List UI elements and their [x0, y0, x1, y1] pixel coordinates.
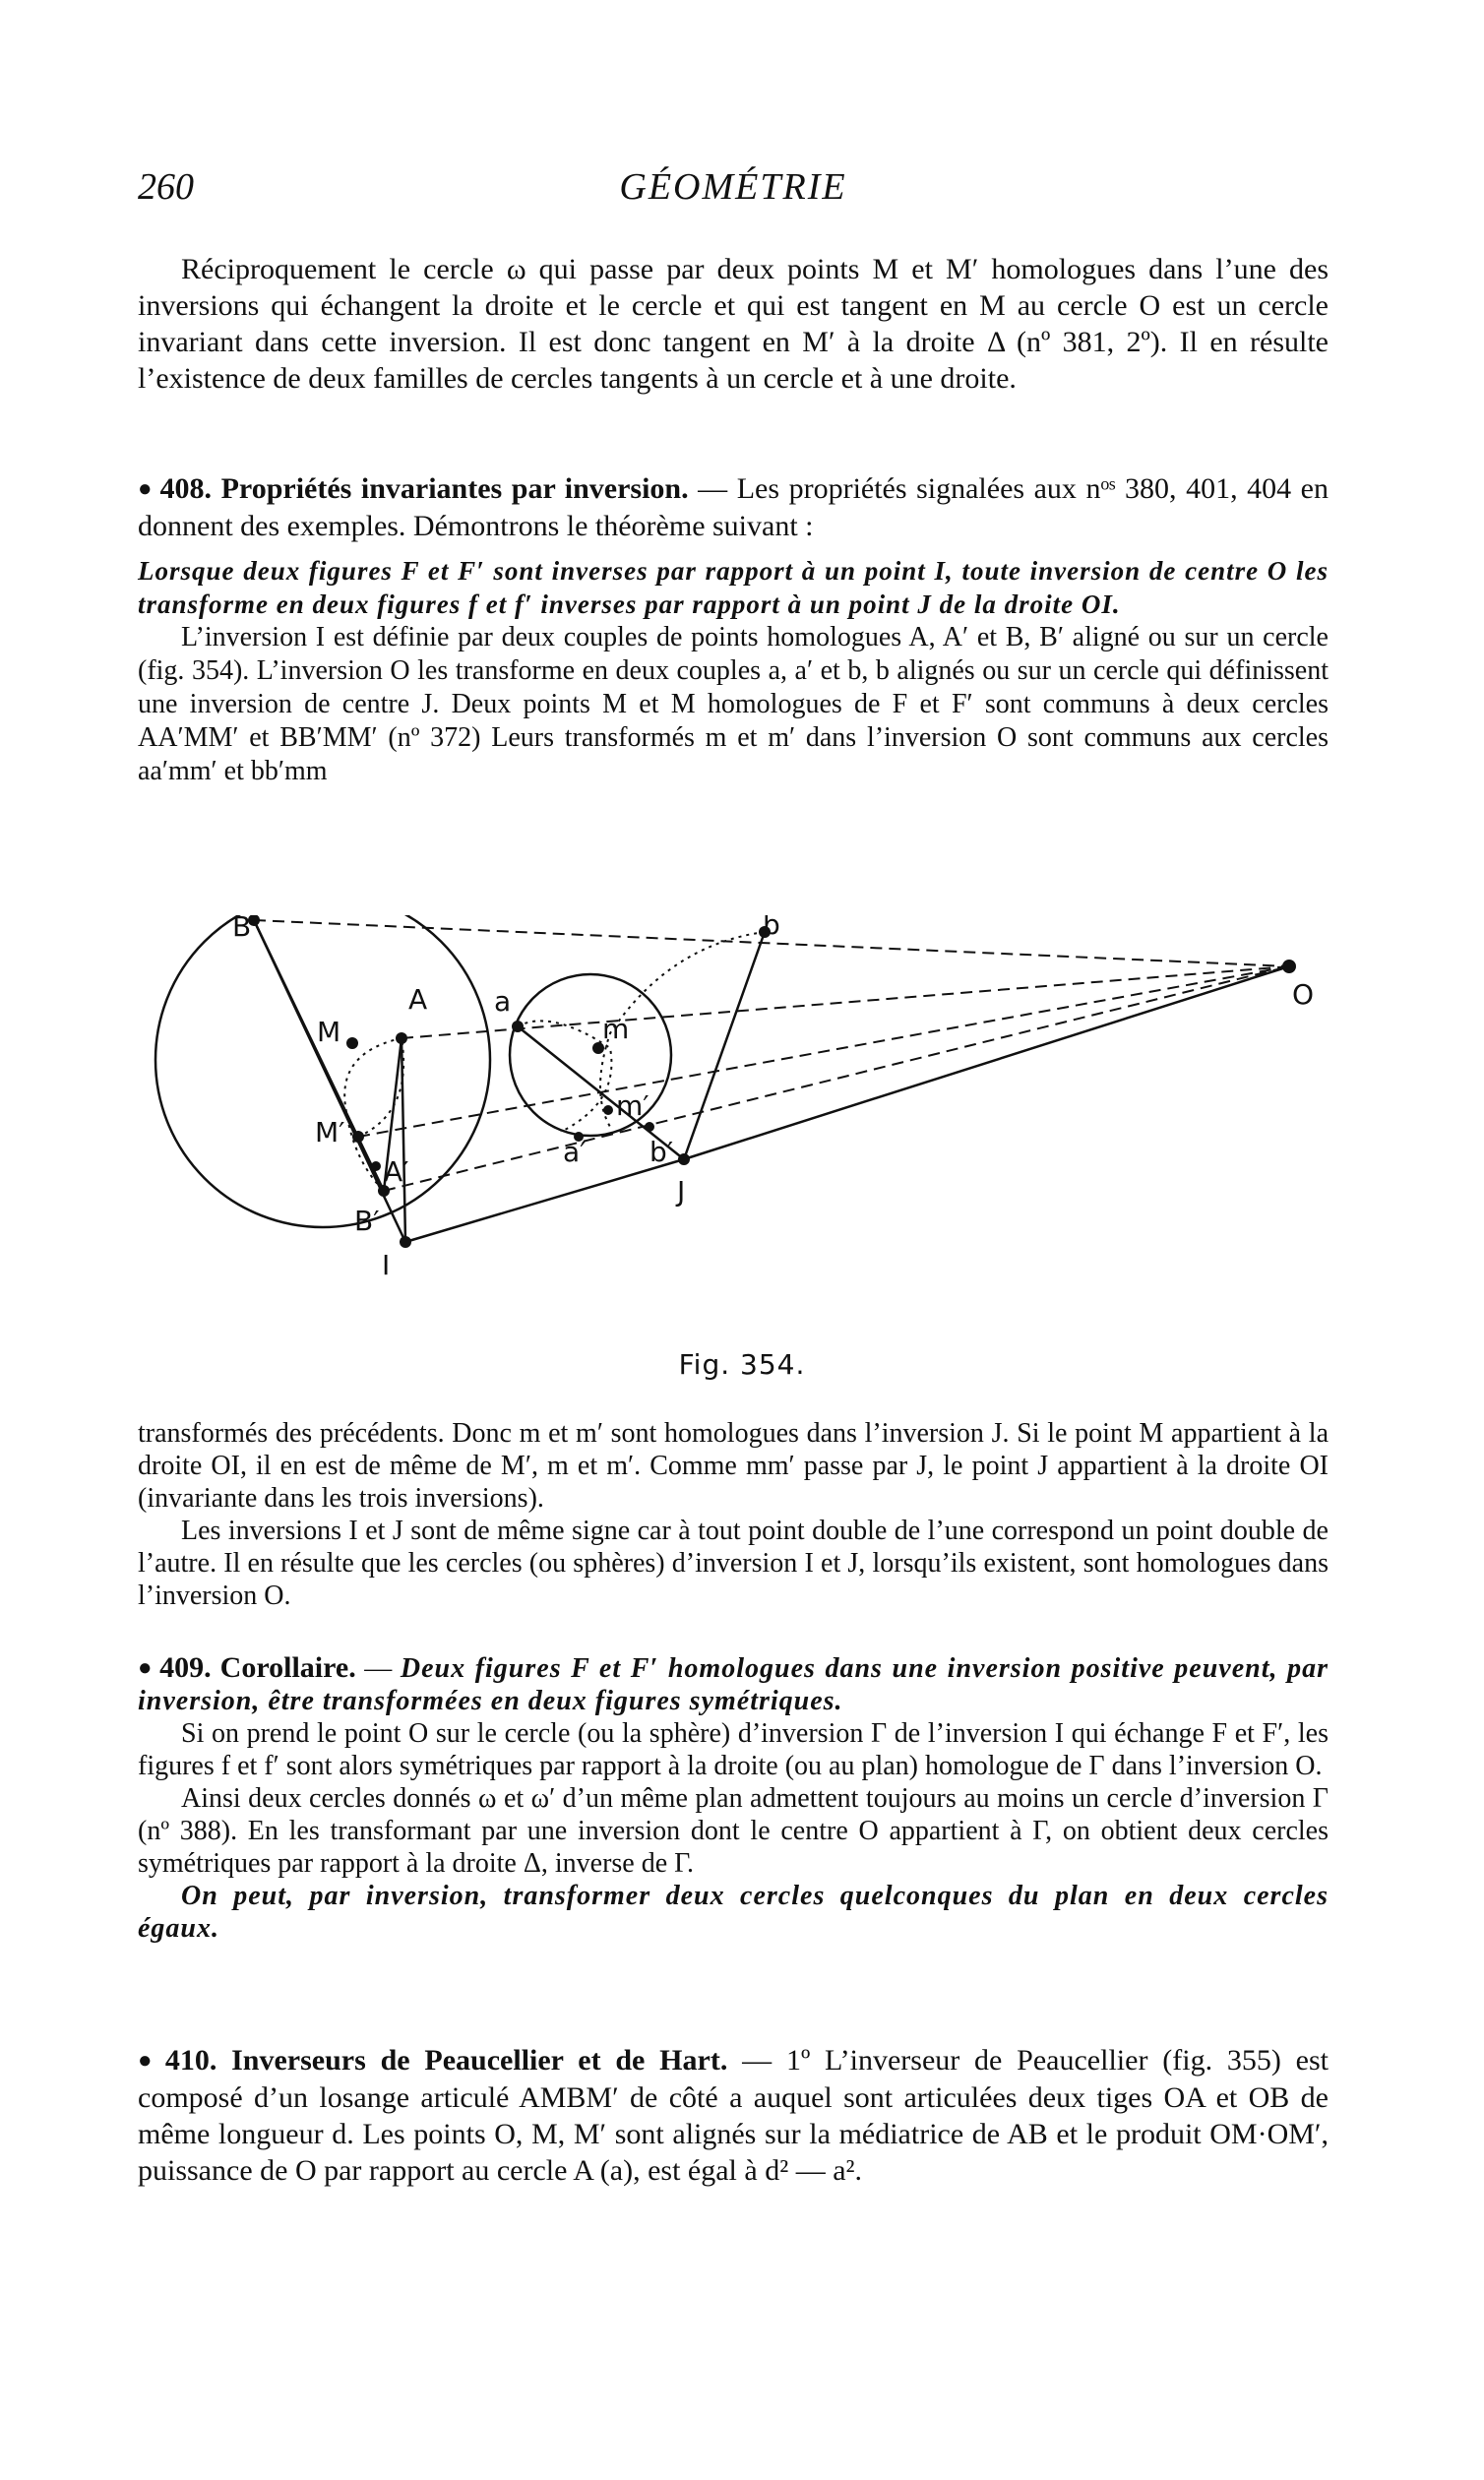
label-A: A	[408, 983, 428, 1016]
page-header	[138, 165, 1329, 224]
point-O	[1282, 960, 1296, 973]
after-figure-paragraph-2: Les inversions I et J sont de même signe car à tout point double de l’une correspond un point double de l’autre. Il en résulte que les cercles (ou sphères) d’inversion I et J, lorsqu’ils existent, sont homologues dans l’inversion O.	[138, 1516, 1329, 1611]
point-I	[400, 1236, 411, 1248]
section-410-text: — 1º L’inverseur de Peaucellier (fig. 355) est composé d’un losange articulé AMBM′ de côté a auquel sont articulées deux tiges OA et OB de même longueur d. Les points O, M, M′ sont alignés sur la médiatrice de AB et le produit OM·OM′, puissance de O par rapport au cercle A (a), est égal à d² — a².	[138, 2044, 1329, 2187]
label-B: B	[232, 915, 252, 943]
label-Aprime: A′	[384, 1155, 409, 1188]
corollary-statement: Deux figures F et F′ homologues dans une inversion positive peuvent, par inversion, être transformées en deux figures symétriques.	[138, 1653, 1329, 1716]
figure-354-diagram	[148, 915, 1329, 1353]
section-409-conclusion: On peut, par inversion, transformer deux cercles quelconques du plan en deux cercles égaux.	[138, 1881, 1329, 1944]
section-409-dash: —	[355, 1653, 401, 1684]
after-figure-block	[138, 1417, 1329, 1612]
page-number: 260	[138, 166, 194, 208]
section-408-heading: 408. Propriétés invariantes par inversion.	[159, 472, 689, 505]
intro-paragraph-block	[138, 251, 1329, 397]
point-Aprime	[371, 1161, 381, 1171]
section-408-heading-paragraph	[138, 470, 1329, 544]
after-figure-paragraph-1: transformés des précédents. Donc m et m′ sont homologues dans l’inversion J. Si le point M appartient à la droite OI, il en est de même de M′, m et m′. Comme mm′ passe par J, le point J appartient à la droite OI (invariante dans les trois inversions).	[138, 1418, 1329, 1514]
section-409-heading-paragraph	[138, 1651, 1329, 1717]
bullet-icon: ●	[138, 1655, 155, 1681]
dashed-Bprime-O	[384, 966, 1289, 1191]
section-409-heading: 409. Corollaire.	[159, 1651, 356, 1684]
large-circle	[155, 915, 490, 1227]
section-410-paragraph	[138, 2042, 1329, 2189]
running-title: GÉOMÉTRIE	[619, 166, 847, 208]
label-mprime: m′	[616, 1089, 649, 1122]
figure-354	[148, 915, 1329, 1353]
point-a	[512, 1021, 524, 1032]
label-M: M	[317, 1016, 341, 1048]
section-408	[138, 470, 1329, 788]
point-M	[346, 1037, 358, 1049]
label-Mprime: M′	[315, 1116, 345, 1148]
line-B-Bprime	[254, 920, 384, 1191]
label-O: O	[1292, 978, 1315, 1011]
intro-paragraph: Réciproquement le cercle ω qui passe par deux points M et M′ homologues dans l’une des inversions qui échangent la droite et le cercle et qui est tangent en M au cercle O est un cercle invariant dans cette inversion. Il est donc tangent en M′ à la droite Δ (nº 381, 2º). Il en résulte l’existence de deux familles de cercles tangents à un cercle et à une droite.	[138, 253, 1329, 395]
label-J: J	[677, 1175, 686, 1208]
point-Mprime	[352, 1131, 364, 1143]
label-b: b	[763, 915, 780, 941]
label-m: m	[602, 1013, 630, 1045]
bullet-icon: ●	[138, 2048, 159, 2074]
point-mprime	[603, 1105, 613, 1115]
label-bprime: b′	[649, 1136, 674, 1168]
line-A-I	[402, 1038, 405, 1242]
bullet-icon: ●	[138, 476, 155, 502]
label-aprime: a′	[563, 1136, 587, 1168]
section-410	[138, 2042, 1329, 2189]
section-409-paragraph-2: Ainsi deux cercles donnés ω et ω′ d’un même plan admettent toujours au moins un cercle d’inversion Γ (nº 388). En les transformant par une inversion dont le centre O appartient à Γ, on obtient deux cercles symétriques par rapport à la droite Δ, inverse de Γ.	[138, 1783, 1329, 1879]
line-b-J	[684, 932, 765, 1159]
section-410-heading: 410. Inverseurs de Peaucellier et de Hart.	[164, 2044, 728, 2077]
section-408-intro: — Les propriétés signalées aux nᵒˢ 380, 401, 404 en donnent des exemples. Démontrons le théorème suivant :	[138, 472, 1329, 542]
label-a: a	[494, 985, 512, 1018]
line-J-O	[684, 966, 1289, 1159]
point-A	[396, 1032, 407, 1044]
figure-caption: Fig. 354.	[678, 1348, 806, 1381]
dashed-A-O	[402, 966, 1289, 1038]
proof-408: L’inversion I est définie par deux couples de points homologues A, A′ et B, B′ aligné ou sur un cercle (fig. 354). L’inversion O les transforme en deux couples a, a′ et b, b alignés ou sur un cercle qui définissent une inversion de centre J. Deux points M et M homologues de F et F′ sont communs à deux cercles AA′MM′ et BB′MM′ (nº 372) Leurs transformés m et m′ dans l’inversion O sont communs aux cercles aa′mm′ et bb′mm	[138, 622, 1329, 786]
point-bprime	[645, 1122, 654, 1132]
section-409	[138, 1651, 1329, 1945]
label-I: I	[382, 1249, 391, 1281]
theorem-408: Lorsque deux figures F et F′ sont inverses par rapport à un point I, toute inversion de centre O les transforme en deux figures f et f′ inverses par rapport à un point J de la droite OI.	[138, 556, 1329, 619]
point-J	[678, 1153, 690, 1165]
section-409-paragraph-1: Si on prend le point O sur le cercle (ou la sphère) d’inversion Γ de l’inversion I qui échange F et F′, les figures f et f′ sont alors symétriques par rapport à la droite (ou au plan) homologue de Γ dans l’inversion O.	[138, 1718, 1329, 1781]
label-Bprime: B′	[354, 1205, 380, 1237]
